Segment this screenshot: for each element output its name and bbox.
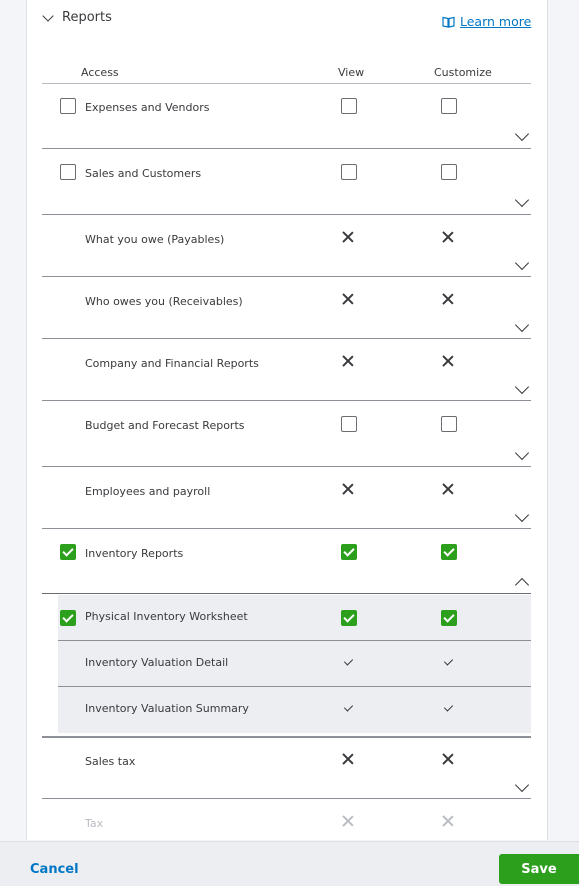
- customize-checkbox[interactable]: [441, 416, 457, 432]
- customize-checkbox[interactable]: [441, 544, 457, 560]
- not-available-icon: [442, 231, 454, 243]
- access-checkbox[interactable]: [60, 164, 76, 180]
- row-label: Sales tax: [85, 755, 136, 768]
- chevron-down-icon[interactable]: [515, 193, 529, 207]
- access-checkbox[interactable]: [60, 544, 76, 560]
- cancel-button[interactable]: Cancel: [30, 862, 79, 877]
- footer-bar: [0, 841, 579, 886]
- row-label: Employees and payroll: [85, 485, 211, 498]
- table-row: [42, 216, 531, 277]
- table-row: [42, 800, 531, 840]
- chevron-down-icon[interactable]: [515, 127, 529, 141]
- row-label: Physical Inventory Worksheet: [85, 610, 248, 623]
- customize-checkbox[interactable]: [441, 98, 457, 114]
- not-available-icon: [342, 355, 354, 367]
- not-available-icon: [342, 231, 354, 243]
- chevron-up-icon[interactable]: [515, 578, 529, 592]
- row-label: What you owe (Payables): [85, 233, 225, 246]
- row-label: Company and Financial Reports: [85, 357, 259, 370]
- sub-row: [58, 687, 531, 733]
- table-row: [42, 468, 531, 529]
- not-available-icon: [342, 815, 354, 827]
- table-row: [42, 150, 531, 215]
- view-checkbox[interactable]: [341, 544, 357, 560]
- chevron-down-icon[interactable]: [515, 778, 529, 792]
- chevron-down-icon[interactable]: [515, 380, 529, 394]
- sub-row: [58, 595, 531, 641]
- row-label: Who owes you (Receivables): [85, 295, 243, 308]
- view-checkbox[interactable]: [341, 98, 357, 114]
- not-available-icon: [442, 753, 454, 765]
- table-row: [42, 530, 531, 594]
- customize-checkbox[interactable]: [441, 164, 457, 180]
- learn-more-link[interactable]: [442, 14, 531, 29]
- reports-section-toggle[interactable]: [44, 10, 112, 25]
- not-available-icon: [442, 483, 454, 495]
- table-row: [42, 278, 531, 339]
- check-icon: [443, 657, 453, 667]
- row-label: Expenses and Vendors: [85, 101, 210, 114]
- access-checkbox[interactable]: [60, 98, 76, 114]
- table-row: [42, 84, 531, 149]
- chevron-down-icon[interactable]: [515, 446, 529, 460]
- not-available-icon: [342, 753, 354, 765]
- chevron-down-icon[interactable]: [515, 508, 529, 522]
- not-available-icon: [442, 355, 454, 367]
- table-row: [42, 738, 531, 799]
- section-title: Reports: [62, 10, 112, 25]
- access-checkbox[interactable]: [60, 610, 76, 626]
- view-checkbox[interactable]: [341, 416, 357, 432]
- learn-more-label: Learn more: [460, 14, 532, 29]
- check-icon: [343, 657, 353, 667]
- not-available-icon: [342, 483, 354, 495]
- table-row: [42, 340, 531, 401]
- save-button[interactable]: Save: [499, 854, 579, 884]
- row-label: Budget and Forecast Reports: [85, 419, 245, 432]
- column-header-view: View: [338, 66, 365, 79]
- chevron-down-icon[interactable]: [515, 256, 529, 270]
- check-icon: [443, 703, 453, 713]
- book-icon: [442, 16, 455, 28]
- column-header-access: Access: [81, 66, 119, 79]
- not-available-icon: [342, 293, 354, 305]
- chevron-down-icon: [42, 10, 53, 21]
- row-label: Inventory Valuation Detail: [85, 656, 229, 669]
- chevron-down-icon[interactable]: [515, 318, 529, 332]
- not-available-icon: [442, 815, 454, 827]
- customize-checkbox[interactable]: [441, 610, 457, 626]
- check-icon: [343, 703, 353, 713]
- row-label: Inventory Reports: [85, 547, 184, 560]
- row-label: Tax: [85, 817, 104, 830]
- table-row: [42, 402, 531, 467]
- row-label: Inventory Valuation Summary: [85, 702, 249, 715]
- view-checkbox[interactable]: [341, 164, 357, 180]
- row-label: Sales and Customers: [85, 167, 202, 180]
- view-checkbox[interactable]: [341, 610, 357, 626]
- column-header-customize: Customize: [434, 66, 492, 79]
- sub-row: [58, 641, 531, 687]
- table-header: [42, 64, 531, 84]
- not-available-icon: [442, 293, 454, 305]
